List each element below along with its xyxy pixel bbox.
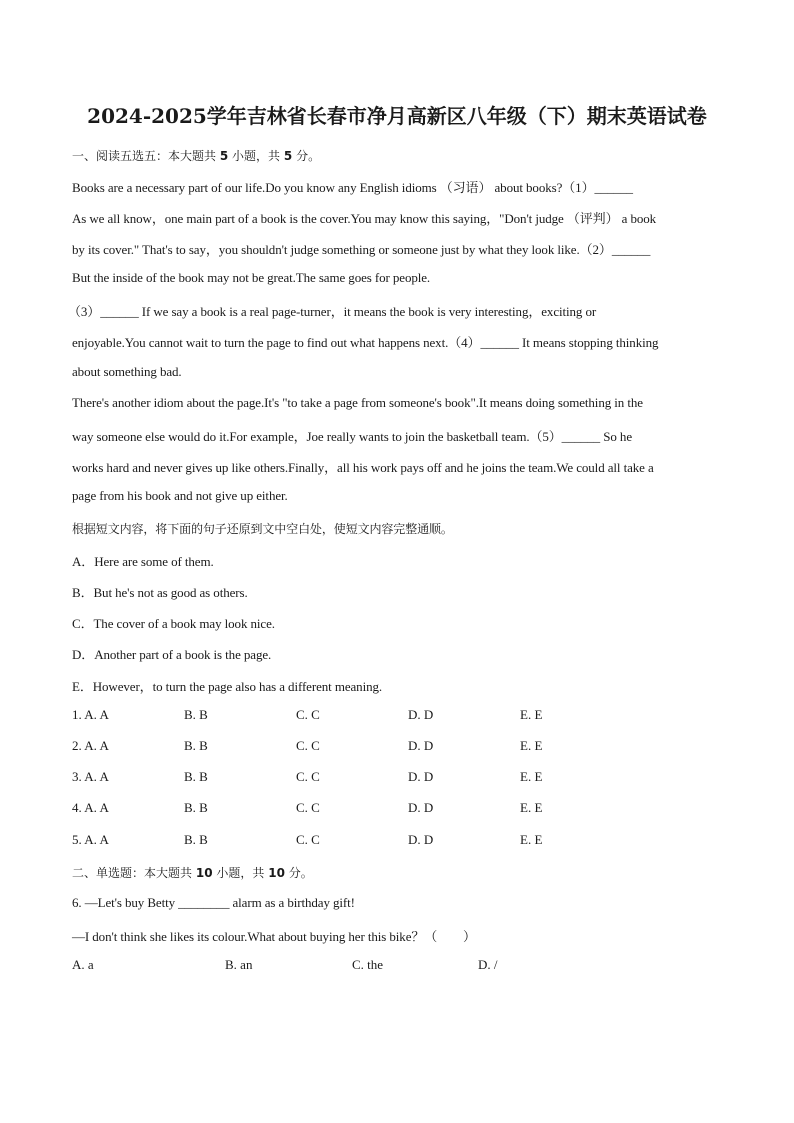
choice-d[interactable]: D. D [408,738,434,753]
section-1-score: 5 [283,149,293,163]
question-6-options [72,957,552,975]
choice-e[interactable]: E. E [520,800,543,815]
choice-d[interactable]: D. / [478,957,498,972]
section-1-count: 5 [219,149,229,163]
instruction-text: 根据短文内容，将下面的句子还原到文中空白处，使短文内容完整通顺。 [72,522,453,536]
sentence-option-b: B．But he's not as good as others. [72,585,248,600]
choice-a[interactable]: A. a [72,957,94,972]
choice-e[interactable]: E. E [520,738,543,753]
section-1-heading [72,147,320,164]
choice-c[interactable]: C. C [296,832,320,847]
passage-line: Books are a necessary part of our life.Do you know any English idioms （习语） about books?（1）______ [72,180,633,195]
choice-c[interactable]: C. C [296,800,320,815]
choice-d[interactable]: D. D [408,832,434,847]
passage-line: But the inside of the book may not be great.The same goes for people. [72,270,431,285]
question-row-4 [72,800,632,818]
question-row-5 [72,832,632,850]
section-1-prefix: 一、阅读五选五：本大题共 [72,149,217,163]
section-1-suffix: 分。 [296,149,321,163]
choice-b[interactable]: B. B [184,707,208,722]
section-2-mid: 小题，共 [216,866,265,880]
passage-line: way someone else would do it.For example，Joe really wants to join the basketball team.（5）______ So he [72,429,632,444]
passage-line: about something bad. [72,364,182,379]
question-row-2 [72,738,632,756]
choice-e[interactable]: E. E [520,769,543,784]
choice-e[interactable]: E. E [520,832,543,847]
passage-line: by its cover." That's to say，you shouldn't judge something or someone just by what they look like.（2）______ [72,242,651,257]
passage-line: As we all know，one main part of a book is the cover.You may know this saying，"Don't judge （评判） a book [72,211,657,226]
choice-a[interactable]: 4. A. A [72,800,109,815]
choice-c[interactable]: C. C [296,738,320,753]
question-6-stem: 6. —Let's buy Betty ________ alarm as a birthday gift! [72,895,355,910]
section-2-score: 10 [268,866,285,880]
choice-d[interactable]: D. D [408,769,434,784]
passage-line: works hard and never gives up like others.Finally，all his work pays off and he joins the team.We could all take a [72,460,654,475]
passage-line: enjoyable.You cannot wait to turn the page to find out what happens next.（4）______ It means stopping thinking [72,335,659,350]
choice-b[interactable]: B. B [184,832,208,847]
section-2-suffix: 分。 [288,866,313,880]
section-2-heading [72,864,313,881]
question-6-response: —I don't think she likes its colour.What about buying her this bike？（ ） [72,929,476,944]
question-row-1 [72,707,632,725]
passage-line: page from his book and not give up either. [72,488,288,503]
choice-c[interactable]: C. the [352,957,384,972]
choice-b[interactable]: B. B [184,769,208,784]
question-row-3 [72,769,632,787]
choice-d[interactable]: D. D [408,707,434,722]
choice-b[interactable]: B. an [225,957,253,972]
page-title: 2024-2025学年吉林省长春市净月高新区八年级（下）期末英语试卷 [87,104,707,128]
choice-b[interactable]: B. B [184,800,208,815]
choice-a[interactable]: 3. A. A [72,769,109,784]
choice-a[interactable]: 1. A. A [72,707,109,722]
passage-line: There's another idiom about the page.It's "to take a page from someone's book".It means doing something in the [72,395,643,410]
choice-b[interactable]: B. B [184,738,208,753]
choice-d[interactable]: D. D [408,800,434,815]
sentence-option-a: A．Here are some of them. [72,554,214,569]
sentence-option-e: E．However，to turn the page also has a different meaning. [72,679,383,694]
section-2-prefix: 二、单选题：本大题共 [72,866,193,880]
section-2-count: 10 [195,866,213,880]
choice-c[interactable]: C. C [296,707,320,722]
choice-a[interactable]: 2. A. A [72,738,109,753]
sentence-option-c: C．The cover of a book may look nice. [72,616,275,631]
passage-line: （3）______ If we say a book is a real page-turner，it means the book is very interesting，exciting or [68,304,597,319]
sentence-option-d: D．Another part of a book is the page. [72,647,272,662]
section-1-mid: 小题，共 [232,149,281,163]
choice-a[interactable]: 5. A. A [72,832,109,847]
choice-c[interactable]: C. C [296,769,320,784]
choice-e[interactable]: E. E [520,707,543,722]
